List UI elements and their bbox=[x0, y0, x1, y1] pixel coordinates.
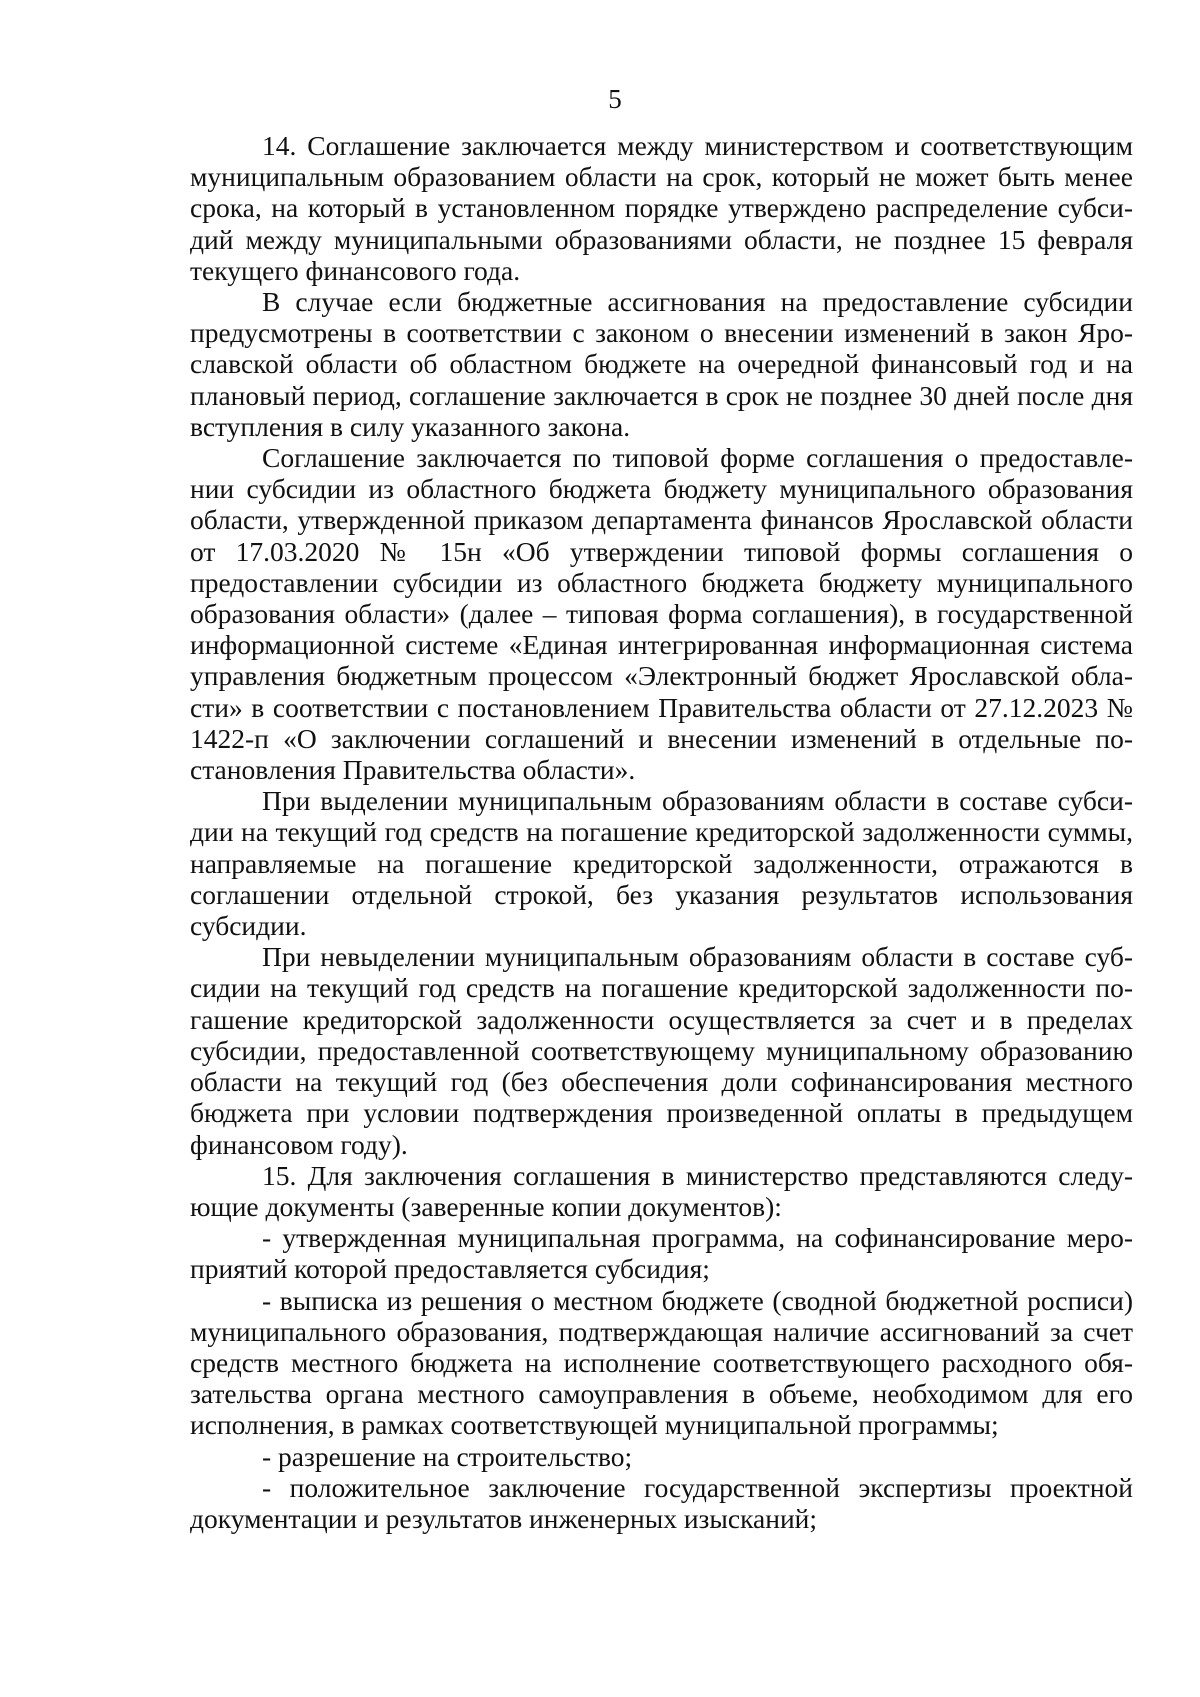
paragraph-budget-law-amendment: В случае если бюджетные ассигнования на предоставление субсидии предусмотрены в соответствии с законом о внесении изменений в закон Ярославской области об областном бюджете на очередной финансовый год и на плановый период, соглашение заключается в срок не позднее 30 дней после дня вступления в силу указанного закона. bbox=[190, 286, 1133, 442]
paragraph-15-documents: 15. Для заключения соглашения в министерство представляются следующие документы (заверенные копии документов): bbox=[190, 1159, 1133, 1222]
document-body bbox=[190, 130, 1133, 1534]
list-item-budget-extract: - выписка из решения о местном бюджете (сводной бюджетной росписи) муниципального образования, подтверждающая наличие ассигнований за счет средств местного бюджета на исполнение соответствующего расходного обязательства органа местного самоуправления в объеме, необходимом для его исполнения, в рамках соответствующей муниципальной программы; bbox=[190, 1284, 1133, 1441]
list-item-building-permit: - разрешение на строительство; bbox=[262, 1440, 633, 1472]
paragraph-14-agreement-term: 14. Соглашение заключается между министерством и соответствующим муниципальным образованием области на срок, который не может быть менее срока, на который в установленном порядке утверждено распределение субсидий между муниципальными образованиями области, не позднее 15 февраля текущего финансового года. bbox=[190, 130, 1133, 286]
list-item-municipal-program: - утвержденная муниципальная программа, на софинансирование мероприятий которой предоставляется субсидия; bbox=[190, 1222, 1133, 1285]
list-item-expertise-conclusion: - положительное заключение государственной экспертизы проектной документации и результатов инженерных изысканий; bbox=[190, 1471, 1133, 1534]
page-number: 5 bbox=[608, 84, 622, 114]
paragraph-debt-allocation: При выделении муниципальным образованиям области в составе субсидии на текущий год средств на погашение кредиторской задолженности суммы, направляемые на погашение кредиторской задолженности, отражаются в соглашении отдельной строкой, без указания результатов использования субсидии. bbox=[190, 785, 1133, 942]
paragraph-debt-non-allocation: При невыделении муниципальным образованиям области в составе субсидии на текущий год средств на погашение кредиторской задолженности погашение кредиторской задолженности осуществляется за счет и в пределах субсидии, предоставленной соответствующему муниципальному образованию области на текущий год (без обеспечения доли софинансирования местного бюджета при условии подтверждения произведенной оплаты в предыдущем финансовом году). bbox=[190, 941, 1133, 1160]
paragraph-standard-form: Соглашение заключается по типовой форме соглашения о предоставлении субсидии из областного бюджета бюджету муниципального образования области, утвержденной приказом департамента финансов Ярославской области от 17.03.2020 № 15н «Об утверждении типовой формы соглашения о предоставлении субсидии из областного бюджета бюджету муниципального образования области» (далее – типовая форма соглашения), в государственной информационной системе «Единая интегрированная информационная система управления бюджетным процессом «Электронный бюджет Ярославской области» в соответствии с постановлением Правительства области от 27.12.2023 № 1422-п «О заключении соглашений и внесении изменений в отдельные постановления Правительства области». bbox=[190, 442, 1133, 786]
